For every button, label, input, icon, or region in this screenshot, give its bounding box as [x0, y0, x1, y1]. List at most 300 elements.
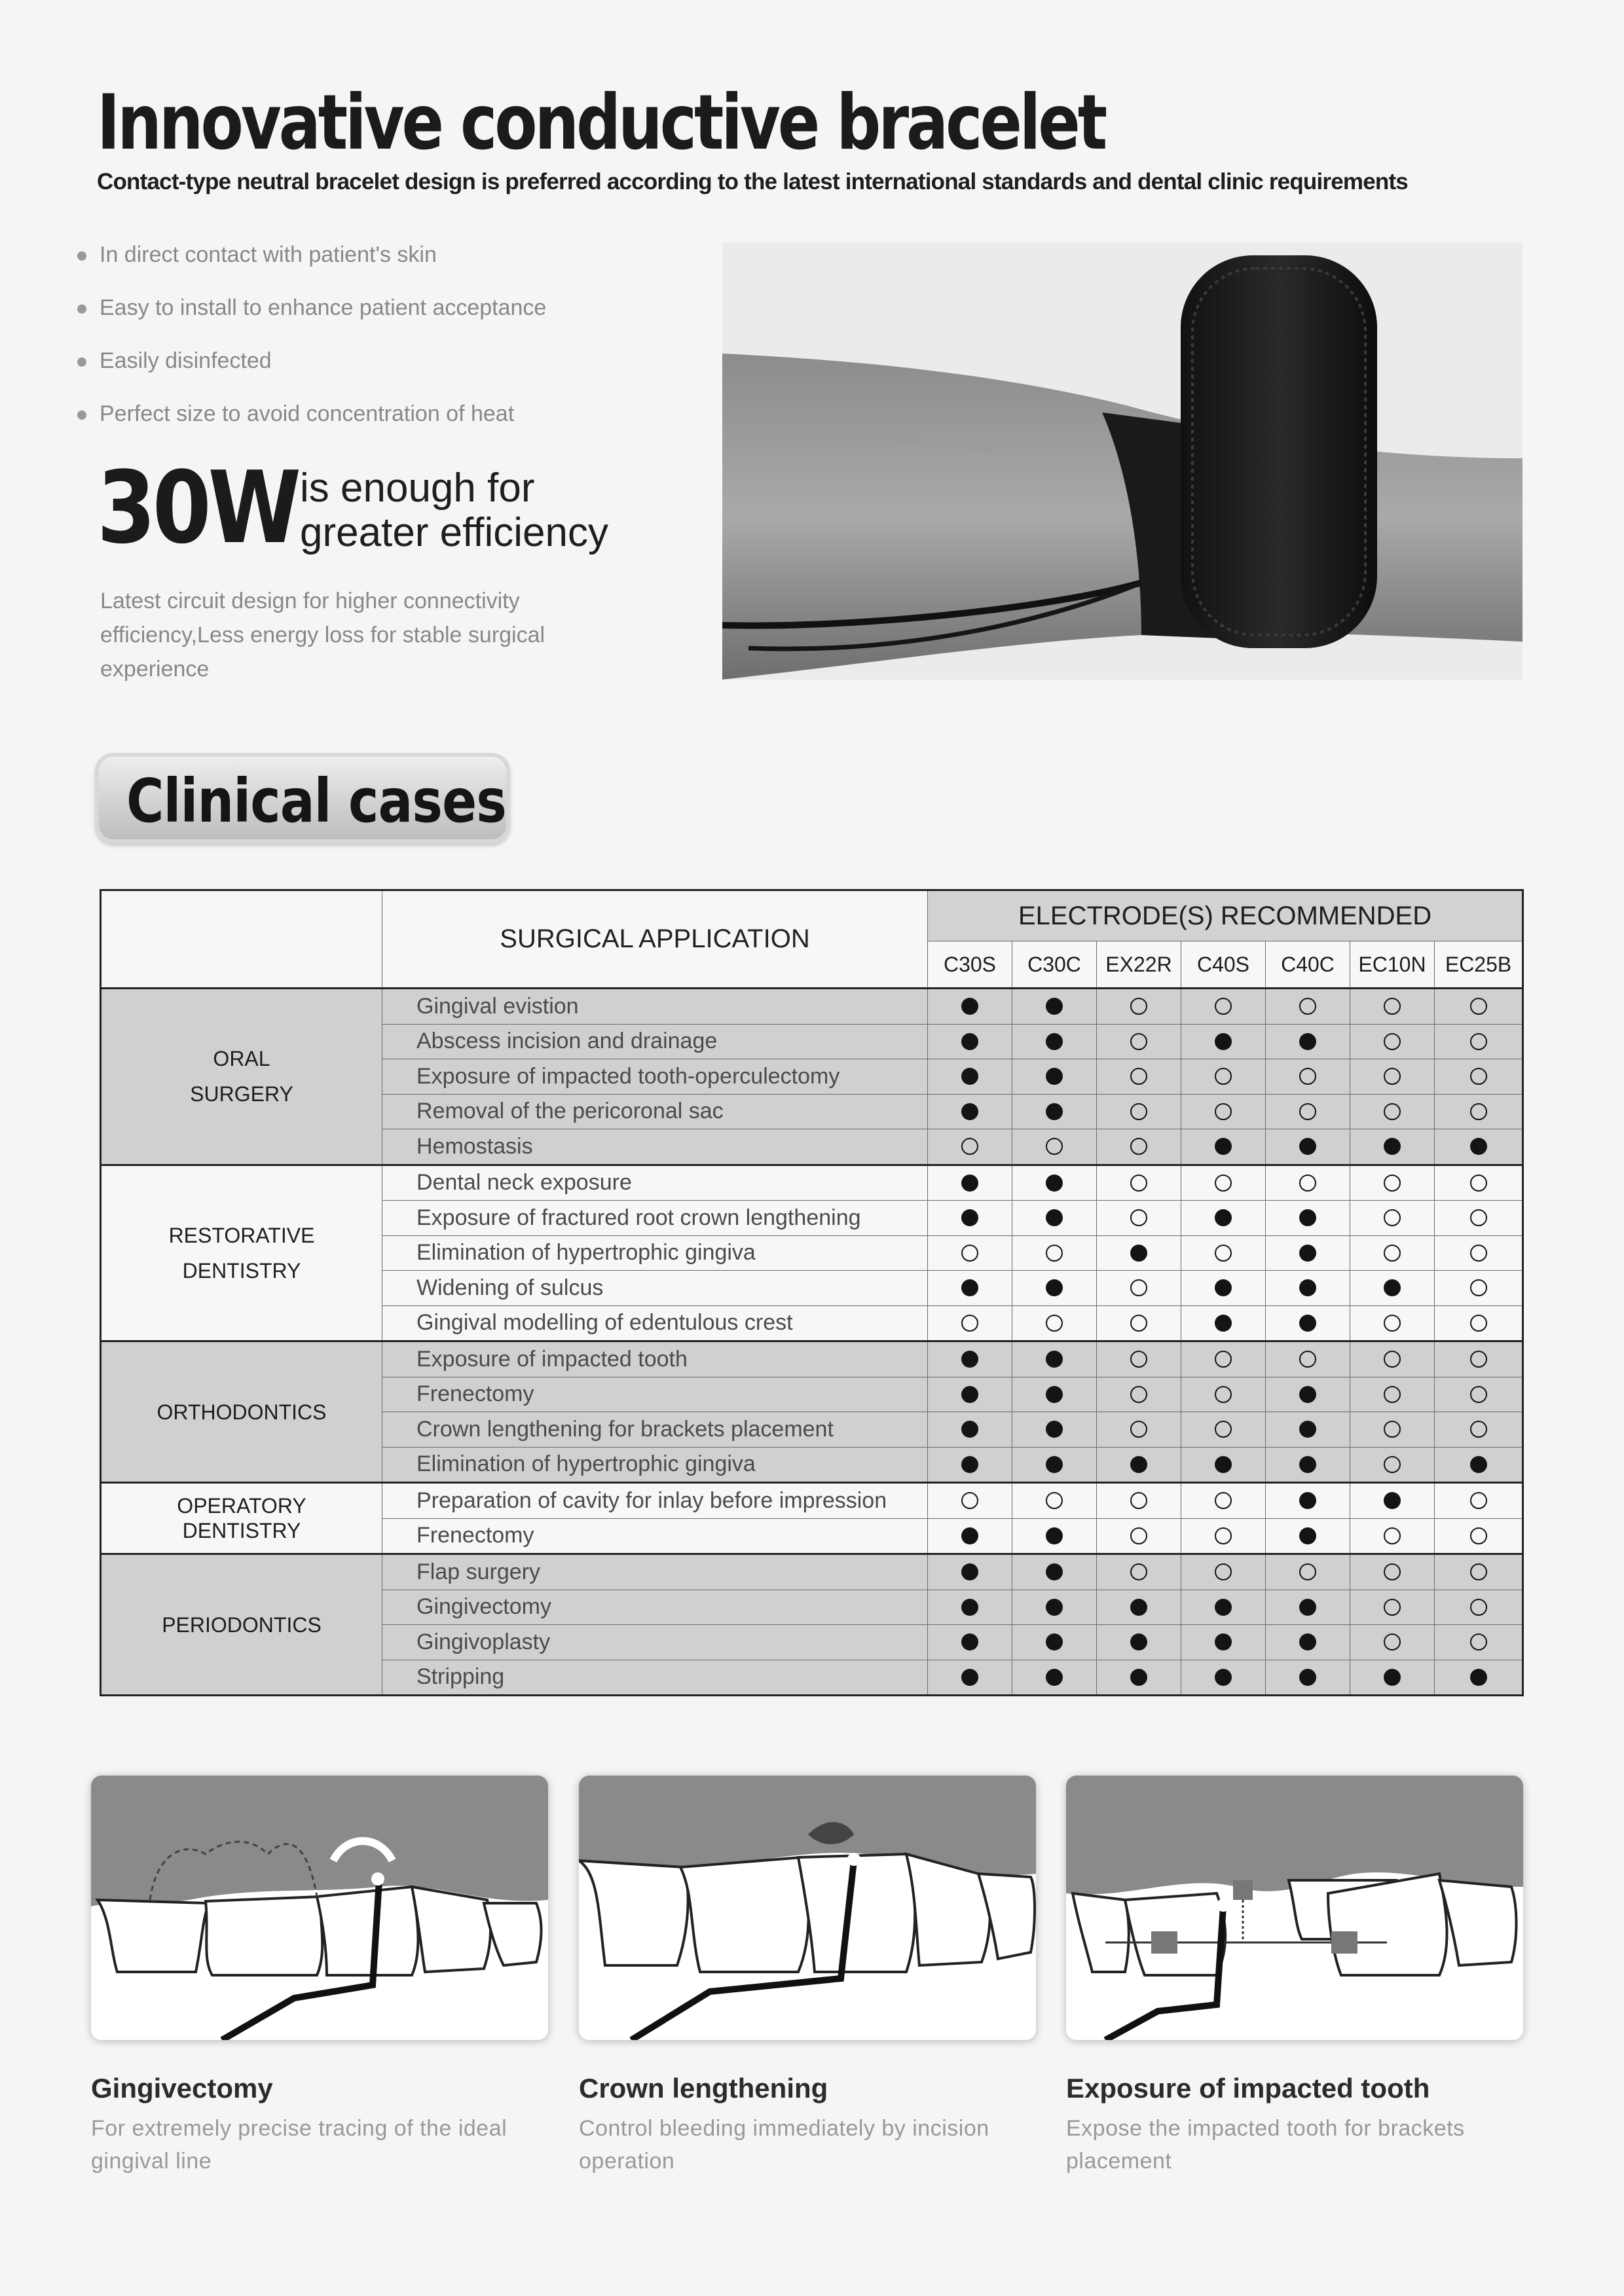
recommendation-cell — [928, 1377, 1012, 1412]
recommendation-cell — [1097, 1059, 1181, 1095]
empty-circle-icon — [1470, 1527, 1487, 1544]
empty-circle-icon — [1299, 998, 1316, 1015]
application-cell: Flap surgery — [382, 1554, 928, 1590]
recommendation-cell — [1266, 1412, 1350, 1448]
filled-circle-icon — [1299, 1033, 1316, 1050]
filled-circle-icon — [1215, 1033, 1232, 1050]
empty-circle-icon — [1130, 1103, 1147, 1120]
recommendation-cell — [1097, 1554, 1181, 1590]
filled-circle-icon — [1470, 1456, 1487, 1473]
recommendation-cell — [1435, 1447, 1523, 1483]
filled-circle-icon — [961, 1669, 978, 1686]
filled-circle-icon — [1299, 1669, 1316, 1686]
feature-item: Easy to install to enhance patient acceptance — [77, 295, 546, 348]
filled-circle-icon — [1215, 1669, 1232, 1686]
recommendation-cell — [1097, 1660, 1181, 1696]
recommendation-cell — [928, 989, 1012, 1025]
recommendation-cell — [1435, 1412, 1523, 1448]
filled-circle-icon — [1299, 1138, 1316, 1155]
empty-circle-icon — [1130, 1492, 1147, 1509]
application-cell: Exposure of impacted tooth-operculectomy — [382, 1059, 928, 1095]
application-cell: Gingival modelling of edentulous crest — [382, 1305, 928, 1341]
recommendation-cell — [1435, 1625, 1523, 1660]
recommendation-cell — [1435, 1518, 1523, 1554]
recommendation-cell — [1012, 1447, 1097, 1483]
application-cell: Frenectomy — [382, 1518, 928, 1554]
filled-circle-icon — [1046, 998, 1063, 1015]
filled-circle-icon — [961, 1209, 978, 1226]
empty-circle-icon — [961, 1315, 978, 1332]
filled-circle-icon — [1384, 1138, 1401, 1155]
empty-circle-icon — [1384, 1315, 1401, 1332]
application-cell: Widening of sulcus — [382, 1271, 928, 1306]
recommendation-cell — [1435, 989, 1523, 1025]
recommendation-cell — [1012, 1235, 1097, 1271]
empty-circle-icon — [1384, 1068, 1401, 1085]
recommendation-cell — [1350, 1129, 1435, 1165]
application-cell: Hemostasis — [382, 1129, 928, 1165]
empty-circle-icon — [1384, 1563, 1401, 1580]
filled-circle-icon — [1046, 1669, 1063, 1686]
recommendation-cell — [1012, 1660, 1097, 1696]
filled-circle-icon — [961, 1386, 978, 1403]
empty-circle-icon — [1046, 1138, 1063, 1155]
filled-circle-icon — [1299, 1599, 1316, 1616]
filled-circle-icon — [961, 998, 978, 1015]
recommendation-cell — [1097, 1590, 1181, 1625]
category-line: SURGERY — [190, 1082, 293, 1106]
recommendation-cell — [1350, 1590, 1435, 1625]
recommendation-cell — [1097, 1625, 1181, 1660]
empty-circle-icon — [1384, 1421, 1401, 1438]
empty-circle-icon — [1470, 1421, 1487, 1438]
application-cell: Elimination of hypertrophic gingiva — [382, 1235, 928, 1271]
case-gingivectomy — [91, 1776, 548, 2178]
recommendation-cell — [1181, 1447, 1266, 1483]
application-cell: Crown lengthening for brackets placement — [382, 1412, 928, 1448]
recommendation-cell — [1435, 1059, 1523, 1095]
empty-circle-icon — [1299, 1351, 1316, 1368]
tooth-illustration — [91, 1776, 548, 2040]
empty-circle-icon — [1470, 1175, 1487, 1192]
recommendation-cell — [1012, 1305, 1097, 1341]
recommendation-cell — [1097, 1094, 1181, 1129]
recommendation-cell — [1435, 1129, 1523, 1165]
recommendation-cell — [928, 1271, 1012, 1306]
empty-circle-icon — [1130, 1138, 1147, 1155]
filled-circle-icon — [1046, 1279, 1063, 1296]
category-line: RESTORATIVE — [168, 1223, 315, 1247]
filled-circle-icon — [961, 1351, 978, 1368]
recommendation-cell — [1181, 1341, 1266, 1377]
empty-circle-icon — [1130, 1068, 1147, 1085]
recommendation-cell — [1435, 1590, 1523, 1625]
recommendation-cell — [1181, 1518, 1266, 1554]
empty-circle-icon — [1215, 1068, 1232, 1085]
electrode-code-header: C40C — [1266, 941, 1350, 989]
recommendation-cell — [928, 1660, 1012, 1696]
empty-circle-icon — [1299, 1175, 1316, 1192]
recommendation-cell — [1181, 1094, 1266, 1129]
empty-circle-icon — [1470, 1351, 1487, 1368]
recommendation-cell — [1012, 1554, 1097, 1590]
recommendation-cell — [1350, 1377, 1435, 1412]
recommendation-cell — [1012, 1518, 1097, 1554]
recommendation-cell — [928, 1094, 1012, 1129]
filled-circle-icon — [1470, 1138, 1487, 1155]
recommendation-cell — [1350, 1024, 1435, 1059]
case-title: Crown lengthening — [579, 2073, 828, 2104]
recommendation-cell — [1266, 1024, 1350, 1059]
recommendation-cell — [1266, 1447, 1350, 1483]
filled-circle-icon — [1215, 1279, 1232, 1296]
feature-list — [77, 242, 546, 454]
filled-circle-icon — [1215, 1456, 1232, 1473]
recommendation-cell — [1097, 1305, 1181, 1341]
empty-circle-icon — [1384, 998, 1401, 1015]
feature-item: In direct contact with patient's skin — [77, 242, 546, 295]
filled-circle-icon — [961, 1599, 978, 1616]
power-value: 30W — [97, 450, 299, 566]
recommendation-cell — [1012, 1590, 1097, 1625]
empty-circle-icon — [1046, 1492, 1063, 1509]
empty-circle-icon — [1384, 1633, 1401, 1650]
recommendation-cell — [1097, 1235, 1181, 1271]
application-cell: Frenectomy — [382, 1377, 928, 1412]
recommendation-cell — [1097, 989, 1181, 1025]
application-cell: Exposure of fractured root crown lengthening — [382, 1201, 928, 1236]
page-title: Innovative conductive bracelet — [97, 79, 1105, 167]
recommendation-cell — [1350, 1518, 1435, 1554]
recommendation-cell — [928, 1305, 1012, 1341]
filled-circle-icon — [961, 1456, 978, 1473]
application-cell: Preparation of cavity for inlay before impression — [382, 1483, 928, 1519]
bullet-icon — [77, 251, 86, 261]
recommendation-cell — [1012, 989, 1097, 1025]
recommendation-cell — [1266, 1129, 1350, 1165]
table-row — [101, 1341, 1523, 1377]
recommendation-cell — [928, 1341, 1012, 1377]
filled-circle-icon — [1046, 1563, 1063, 1580]
recommendation-cell — [1266, 1059, 1350, 1095]
recommendation-cell — [1097, 1129, 1181, 1165]
electrodes-header: ELECTRODE(S) RECOMMENDED — [928, 890, 1523, 941]
empty-circle-icon — [1130, 1351, 1147, 1368]
electrode-code-header: EX22R — [1097, 941, 1181, 989]
recommendation-cell — [1012, 1377, 1097, 1412]
recommendation-cell — [928, 1412, 1012, 1448]
recommendation-cell — [1266, 1625, 1350, 1660]
filled-circle-icon — [961, 1527, 978, 1544]
empty-circle-icon — [1384, 1209, 1401, 1226]
empty-circle-icon — [1470, 1563, 1487, 1580]
recommendation-cell — [928, 1024, 1012, 1059]
bullet-icon — [77, 304, 86, 314]
filled-circle-icon — [1046, 1209, 1063, 1226]
recommendation-cell — [1181, 1305, 1266, 1341]
recommendation-cell — [928, 1554, 1012, 1590]
empty-circle-icon — [1470, 1492, 1487, 1509]
filled-circle-icon — [1215, 1209, 1232, 1226]
empty-circle-icon — [1470, 1599, 1487, 1616]
filled-circle-icon — [961, 1033, 978, 1050]
electrode-code-header: C40S — [1181, 941, 1266, 989]
recommendation-cell — [1181, 1483, 1266, 1519]
power-description: Latest circuit design for higher connectivity efficiency,Less energy loss for stable surgical experience — [100, 589, 545, 682]
filled-circle-icon — [1046, 1033, 1063, 1050]
category-cell: PERIODONTICS — [101, 1554, 382, 1696]
recommendation-cell — [1350, 1271, 1435, 1306]
filled-circle-icon — [1046, 1527, 1063, 1544]
recommendation-cell — [1435, 1305, 1523, 1341]
recommendation-cell — [1097, 1518, 1181, 1554]
clinical-cases-badge: Clinical cases — [95, 753, 510, 843]
recommendation-cell — [928, 1625, 1012, 1660]
filled-circle-icon — [1215, 1315, 1232, 1332]
recommendation-cell — [1012, 1483, 1097, 1519]
application-cell: Dental neck exposure — [382, 1165, 928, 1201]
filled-circle-icon — [961, 1068, 978, 1085]
empty-circle-icon — [1470, 1033, 1487, 1050]
electrode-code-header: C30C — [1012, 941, 1097, 989]
recommendation-cell — [1181, 1165, 1266, 1201]
recommendation-cell — [1350, 1059, 1435, 1095]
filled-circle-icon — [1470, 1669, 1487, 1686]
recommendation-cell — [1266, 1271, 1350, 1306]
empty-circle-icon — [1215, 1563, 1232, 1580]
recommendation-cell — [1435, 1024, 1523, 1059]
recommendation-cell — [1266, 989, 1350, 1025]
empty-circle-icon — [1130, 1033, 1147, 1050]
recommendation-cell — [1350, 1447, 1435, 1483]
filled-circle-icon — [1130, 1245, 1147, 1262]
filled-circle-icon — [1299, 1456, 1316, 1473]
empty-circle-icon — [1470, 998, 1487, 1015]
recommendation-cell — [1266, 1165, 1350, 1201]
application-cell: Gingivoplasty — [382, 1625, 928, 1660]
empty-circle-icon — [1215, 1351, 1232, 1368]
bullet-icon — [77, 357, 86, 367]
empty-circle-icon — [1470, 1633, 1487, 1650]
empty-circle-icon — [1046, 1315, 1063, 1332]
recommendation-cell — [1435, 1554, 1523, 1590]
empty-circle-icon — [1384, 1386, 1401, 1403]
case-illustration-crown-lengthening — [579, 1776, 1036, 2040]
recommendation-cell — [1181, 1271, 1266, 1306]
recommendation-cell — [1266, 1201, 1350, 1236]
case-description: For extremely precise tracing of the ideal gingival line — [91, 2116, 507, 2174]
filled-circle-icon — [1130, 1669, 1147, 1686]
recommendation-cell — [1097, 1024, 1181, 1059]
category-cell: ORTHODONTICS — [101, 1341, 382, 1483]
filled-circle-icon — [1046, 1351, 1063, 1368]
recommendation-cell — [1350, 1235, 1435, 1271]
recommendation-cell — [1181, 1235, 1266, 1271]
recommendation-cell — [1097, 1483, 1181, 1519]
empty-circle-icon — [1215, 1527, 1232, 1544]
recommendation-cell — [1435, 1483, 1523, 1519]
recommendation-cell — [1435, 1341, 1523, 1377]
recommendation-cell — [1350, 1341, 1435, 1377]
empty-circle-icon — [1384, 1103, 1401, 1120]
filled-circle-icon — [1299, 1421, 1316, 1438]
recommendation-cell — [1350, 1165, 1435, 1201]
recommendation-cell — [1181, 1590, 1266, 1625]
empty-circle-icon — [1384, 1175, 1401, 1192]
recommendation-cell — [1266, 1235, 1350, 1271]
empty-circle-icon — [1130, 1386, 1147, 1403]
case-illustration-gingivectomy — [91, 1776, 548, 2040]
empty-circle-icon — [1299, 1103, 1316, 1120]
recommendation-cell — [1350, 1660, 1435, 1696]
empty-circle-icon — [1299, 1068, 1316, 1085]
electrode-code-header: EC10N — [1350, 941, 1435, 989]
wrist-bracelet-illustration — [722, 242, 1522, 680]
empty-circle-icon — [1470, 1103, 1487, 1120]
filled-circle-icon — [1299, 1633, 1316, 1650]
empty-circle-icon — [1470, 1209, 1487, 1226]
recommendation-cell — [928, 1235, 1012, 1271]
electrode-code-header: C30S — [928, 941, 1012, 989]
filled-circle-icon — [961, 1421, 978, 1438]
case-crown-lengthening — [579, 1776, 1036, 2178]
recommendation-cell — [1097, 1271, 1181, 1306]
empty-circle-icon — [1299, 1563, 1316, 1580]
recommendation-cell — [1012, 1059, 1097, 1095]
empty-circle-icon — [1384, 1033, 1401, 1050]
case-impacted-tooth — [1066, 1776, 1523, 2178]
filled-circle-icon — [961, 1563, 978, 1580]
recommendation-cell — [1012, 1129, 1097, 1165]
recommendation-cell — [1012, 1201, 1097, 1236]
power-tagline: is enough for greater efficiency — [300, 465, 608, 555]
recommendation-cell — [1097, 1201, 1181, 1236]
recommendation-cell — [1097, 1165, 1181, 1201]
empty-circle-icon — [1130, 1527, 1147, 1544]
empty-circle-icon — [1215, 1245, 1232, 1262]
category-line: DENTISTRY — [182, 1519, 301, 1542]
empty-circle-icon — [1130, 1563, 1147, 1580]
empty-circle-icon — [1130, 1421, 1147, 1438]
empty-circle-icon — [1384, 1527, 1401, 1544]
filled-circle-icon — [1046, 1421, 1063, 1438]
recommendation-cell — [1097, 1341, 1181, 1377]
application-cell: Abscess incision and drainage — [382, 1024, 928, 1059]
recommendation-cell — [928, 1518, 1012, 1554]
case-illustration-impacted-tooth — [1066, 1776, 1523, 2040]
empty-circle-icon — [1130, 1209, 1147, 1226]
category-line: ORAL — [213, 1047, 270, 1071]
recommendation-cell — [928, 1590, 1012, 1625]
recommendation-cell — [1266, 1518, 1350, 1554]
filled-circle-icon — [1046, 1175, 1063, 1192]
empty-circle-icon — [1470, 1386, 1487, 1403]
filled-circle-icon — [1215, 1633, 1232, 1650]
case-title: Gingivectomy — [91, 2073, 273, 2104]
filled-circle-icon — [1130, 1456, 1147, 1473]
recommendation-cell — [1435, 1235, 1523, 1271]
electrode-code-header: EC25B — [1435, 941, 1523, 989]
filled-circle-icon — [1299, 1386, 1316, 1403]
empty-circle-icon — [1215, 998, 1232, 1015]
filled-circle-icon — [1299, 1209, 1316, 1226]
filled-circle-icon — [1299, 1315, 1316, 1332]
empty-circle-icon — [1130, 1315, 1147, 1332]
empty-circle-icon — [1130, 998, 1147, 1015]
empty-circle-icon — [961, 1492, 978, 1509]
recommendation-cell — [1181, 1059, 1266, 1095]
empty-circle-icon — [1215, 1492, 1232, 1509]
recommendation-cell — [1266, 1341, 1350, 1377]
application-cell: Gingival evistion — [382, 989, 928, 1025]
empty-circle-icon — [1384, 1599, 1401, 1616]
recommendation-cell — [1266, 1554, 1350, 1590]
recommendation-cell — [1181, 1412, 1266, 1448]
category-line: OPERATORY — [177, 1494, 306, 1518]
filled-circle-icon — [1046, 1386, 1063, 1403]
empty-circle-icon — [961, 1138, 978, 1155]
filled-circle-icon — [961, 1175, 978, 1192]
recommendation-cell — [928, 1165, 1012, 1201]
filled-circle-icon — [1215, 1599, 1232, 1616]
filled-circle-icon — [1046, 1103, 1063, 1120]
recommendation-cell — [1350, 1483, 1435, 1519]
filled-circle-icon — [1215, 1138, 1232, 1155]
application-cell: Elimination of hypertrophic gingiva — [382, 1447, 928, 1483]
recommendation-cell — [1266, 1590, 1350, 1625]
application-cell: Gingivectomy — [382, 1590, 928, 1625]
table-row — [101, 1554, 1523, 1590]
empty-circle-icon — [961, 1245, 978, 1262]
recommendation-cell — [1181, 1024, 1266, 1059]
recommendation-cell — [928, 1447, 1012, 1483]
recommendation-cell — [1350, 989, 1435, 1025]
recommendation-cell — [1350, 1201, 1435, 1236]
application-cell: Stripping — [382, 1660, 928, 1696]
recommendation-cell — [1181, 1129, 1266, 1165]
recommendation-cell — [1266, 1305, 1350, 1341]
recommendation-cell — [1435, 1201, 1523, 1236]
table-row — [101, 989, 1523, 1025]
table-row — [101, 1483, 1523, 1519]
empty-circle-icon — [1215, 1103, 1232, 1120]
recommendation-cell — [1097, 1377, 1181, 1412]
bracelet-photo — [722, 242, 1522, 680]
empty-circle-icon — [1470, 1068, 1487, 1085]
case-title: Exposure of impacted tooth — [1066, 2073, 1430, 2104]
filled-circle-icon — [1046, 1068, 1063, 1085]
recommendation-cell — [1435, 1377, 1523, 1412]
empty-circle-icon — [1384, 1351, 1401, 1368]
filled-circle-icon — [1130, 1599, 1147, 1616]
recommendation-cell — [1012, 1341, 1097, 1377]
filled-circle-icon — [1299, 1492, 1316, 1509]
empty-circle-icon — [1470, 1279, 1487, 1296]
recommendation-cell — [1435, 1271, 1523, 1306]
filled-circle-icon — [1046, 1633, 1063, 1650]
empty-circle-icon — [1046, 1245, 1063, 1262]
filled-circle-icon — [1384, 1279, 1401, 1296]
recommendation-cell — [1435, 1094, 1523, 1129]
empty-circle-icon — [1215, 1175, 1232, 1192]
recommendation-cell — [1181, 1201, 1266, 1236]
recommendation-cell — [1012, 1094, 1097, 1129]
recommendation-cell — [1350, 1305, 1435, 1341]
feature-item: Perfect size to avoid concentration of heat — [77, 401, 546, 454]
feature-item: Easily disinfected — [77, 348, 546, 401]
application-cell: Exposure of impacted tooth — [382, 1341, 928, 1377]
filled-circle-icon — [1299, 1279, 1316, 1296]
